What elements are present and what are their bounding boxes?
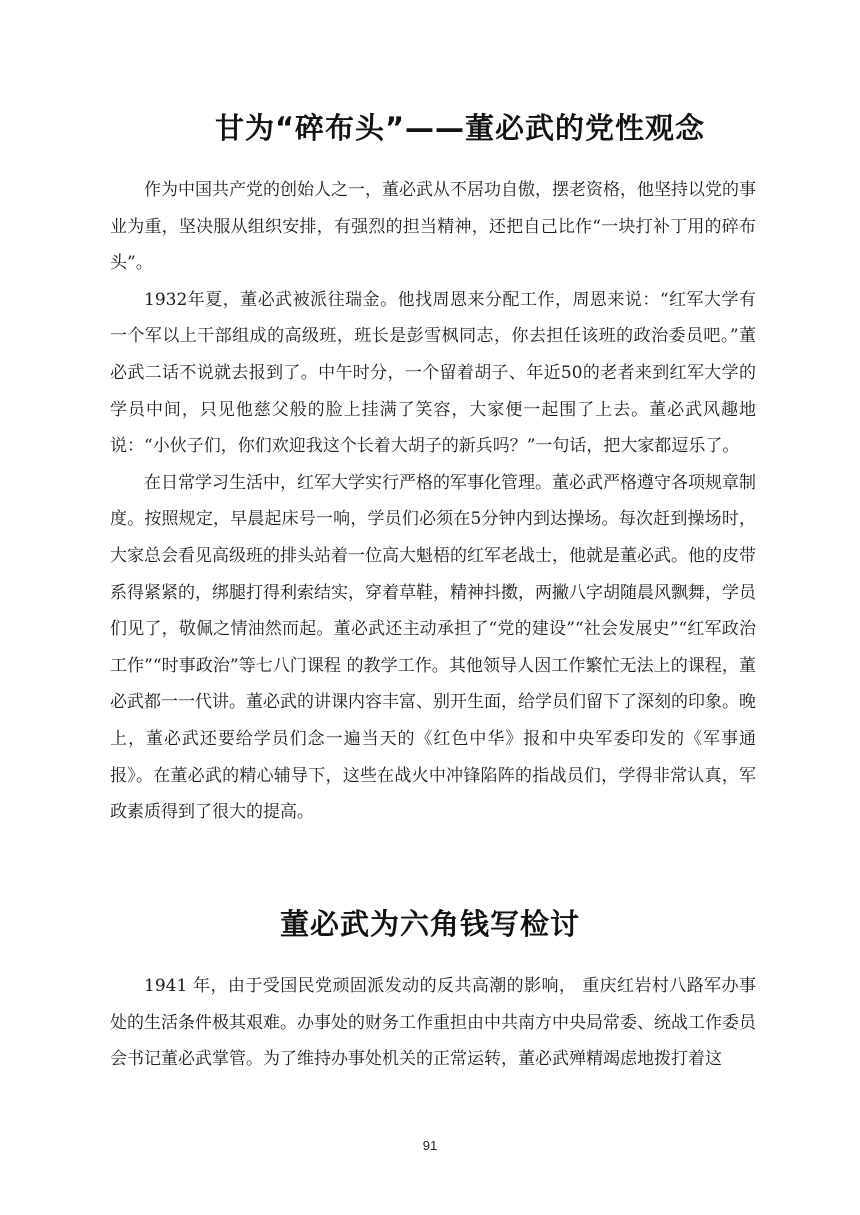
paragraph: 作为中国共产党的创始人之一，董必武从不居功自傲，摆老资格，他坚持以党的事业为重，坚决服从组织安排，有强烈的担当精神，还把自己比作“一块打补丁用的碎布头”。 <box>110 180 756 274</box>
paragraph: 1932年夏，董必武被派往瑞金。他找周恩来分配工作，周恩来说：“红军大学有一个军以上干部组成的高级班，班长是彭雪枫同志，你去担任该班的政治委员吧。”董必武二话不说就去报到了。中午时分，一个留着胡子、年近50的老者来到红军大学的学员中间，只见他慈父般的脸上挂满了笑容，大家便一起围了上去。董必武风趣地说：“小伙子们，你们欢迎我这个长着大胡子的新兵吗？”一句话，把大家都逗乐了。 <box>110 289 756 457</box>
page-number: 91 <box>422 1138 438 1153</box>
paragraph: 在日常学习生活中，红军大学实行严格的军事化管理。董必武严格遵守各项规章制度。按照规定，早晨起床号一响，学员们必须在5分钟内到达操场。每次赶到操场时，大家总会看见高级班的排头站着一位高大魁梧的红军老战士，他就是董必武。他的皮带系得紧紧的，绑腿打得利索结实，穿着草鞋，精神抖擞，两撇八字胡随晨风飘舞，学员们见了，敬佩之情油然而起。董必武还主动承担了“党的建设”“社会发展史”“红军政治工作”“时事政治”等七八门课程 的教学工作。其他领导人因工作繁忙无法上的课程，董必武都一一代讲。董必武的讲课内容丰富、别开生面，给学员们留下了深刻的印象。晚上，董必武还要给学员们念一遍当天的《红色中华》报和中央军委印发的《军事通报》。在董必武的精心辅导下，这些在战火中冲锋陷阵的指战员们，学得非常认真，军政素质得到了很大的提高。 <box>110 472 756 823</box>
section-title: 董必武为六角钱写检讨 <box>279 907 580 941</box>
section-body <box>110 172 756 831</box>
paragraph: 1941 年，由于受国民党顽固派发动的反共高潮的影响， 重庆红岩村八路军办事处的生活条件极其艰难。办事处的财务工作重担由中共南方中央局常委、统战工作委员会书记董必武掌管。为了维持办事处机关的正常运转，董必武殚精竭虑地拨打着这 <box>110 976 756 1070</box>
section-title: 甘为“碎布头”——董必武的党性观念 <box>214 111 706 145</box>
section-body <box>110 968 756 1078</box>
